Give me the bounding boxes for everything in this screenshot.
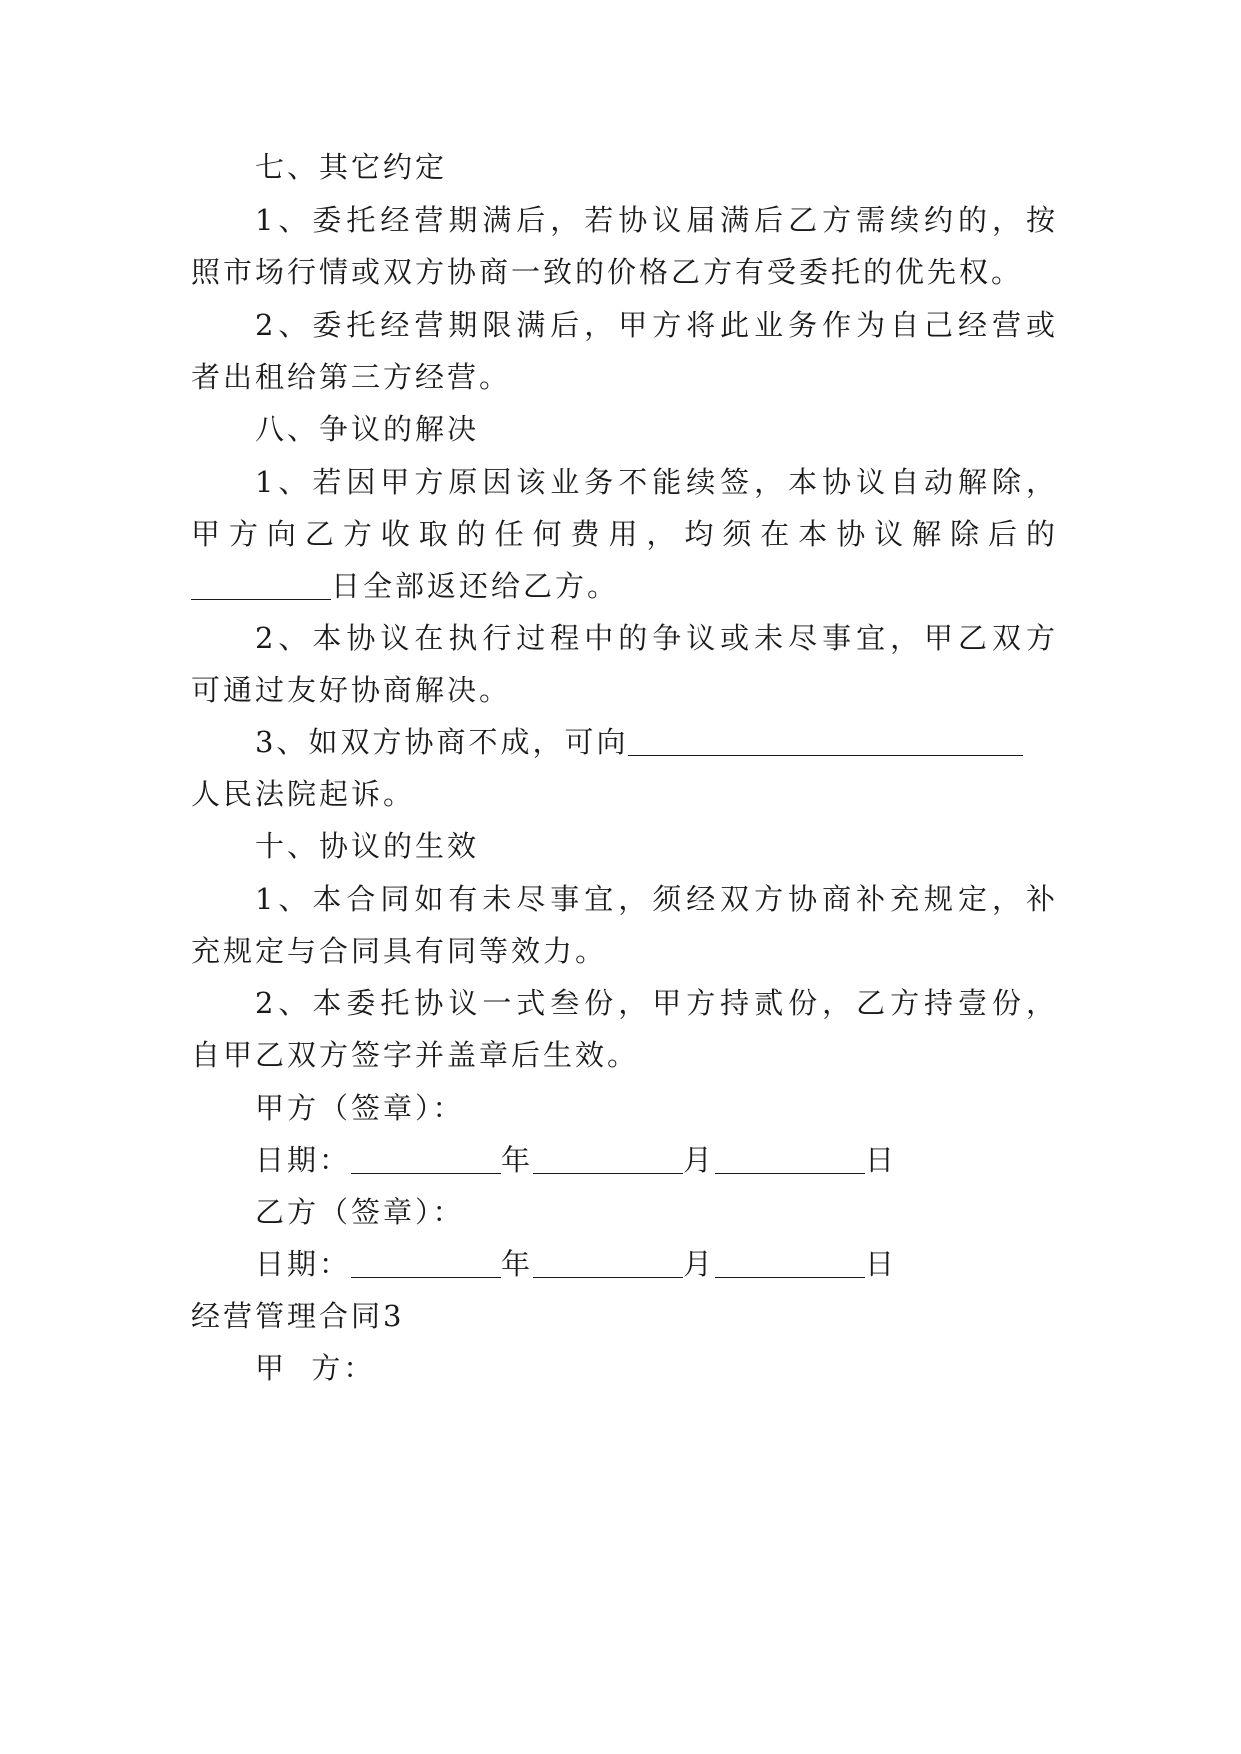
section-10-item-2-line-1: 2、本委托协议一式叁份，甲方持贰份，乙方持壹份， (255, 986, 1058, 1020)
day-label: 日 (865, 1247, 898, 1281)
party-b-year-field[interactable] (351, 1249, 501, 1278)
next-contract-party-a-label: 甲 方： (255, 1351, 376, 1385)
year-label: 年 (501, 1143, 534, 1177)
section-8-item-1-line-2: 甲方向乙方收取的任何费用，均须在本协议解除后的 (191, 517, 1058, 551)
section-10-item-1-line-1: 1、本合同如有未尽事宜，须经双方协商补充规定，补 (255, 882, 1058, 916)
section-8-item-2-line-2: 可通过友好协商解决。 (191, 673, 512, 707)
party-a-day-field[interactable] (715, 1145, 865, 1174)
date-label: 日期： (255, 1143, 352, 1177)
section-8-item-1-line-3 (191, 566, 1058, 606)
party-a-date-line (255, 1140, 1058, 1180)
section-8-item-2-line-1: 2、本协议在执行过程中的争议或未尽事宜，甲乙双方 (255, 621, 1058, 655)
year-label: 年 (501, 1247, 534, 1281)
party-b-signature-label: 乙方（签章）： (255, 1195, 465, 1229)
party-b-day-field[interactable] (715, 1249, 865, 1278)
next-contract-title: 经营管理合同3 (191, 1299, 405, 1333)
party-a-month-field[interactable] (533, 1145, 683, 1174)
section-10-item-2-line-2: 自甲乙双方签字并盖章后生效。 (191, 1038, 640, 1072)
party-a-year-field[interactable] (351, 1145, 501, 1174)
party-b-date-line (255, 1244, 1058, 1284)
return-text: 日全部返还给乙方。 (331, 569, 620, 603)
section-7-item-2-line-2: 者出租给第三方经营。 (191, 360, 512, 394)
blank-court-field[interactable] (628, 727, 1023, 756)
blank-days-field[interactable] (191, 571, 331, 600)
party-b-month-field[interactable] (533, 1249, 683, 1278)
section-10-item-1-line-2: 充规定与合同具有同等效力。 (191, 934, 608, 968)
section-7-item-2-line-1: 2、委托经营期限满后，甲方将此业务作为自己经营或 (255, 308, 1058, 342)
court-prefix-text: 3、如双方协商不成，可向 (255, 725, 629, 759)
section-7-item-1-line-1: 1、委托经营期满后，若协议届满后乙方需续约的，按 (255, 203, 1058, 237)
section-7-item-1-line-2: 照市场行情或双方协商一致的价格乙方有受委托的优先权。 (191, 255, 1024, 289)
party-a-signature-label: 甲方（签章）： (255, 1091, 465, 1125)
section-8-heading: 八、争议的解决 (255, 412, 480, 446)
section-8-item-3-line-2: 人民法院起诉。 (191, 777, 416, 811)
section-8-item-3-line-1 (255, 722, 1058, 762)
date-label: 日期： (255, 1247, 352, 1281)
section-8-item-1-line-1: 1、若因甲方原因该业务不能续签，本协议自动解除， (255, 465, 1058, 499)
month-label: 月 (683, 1247, 716, 1281)
month-label: 月 (683, 1143, 716, 1177)
day-label: 日 (865, 1143, 898, 1177)
section-7-heading: 七、其它约定 (255, 150, 448, 184)
section-10-heading: 十、协议的生效 (255, 829, 480, 863)
